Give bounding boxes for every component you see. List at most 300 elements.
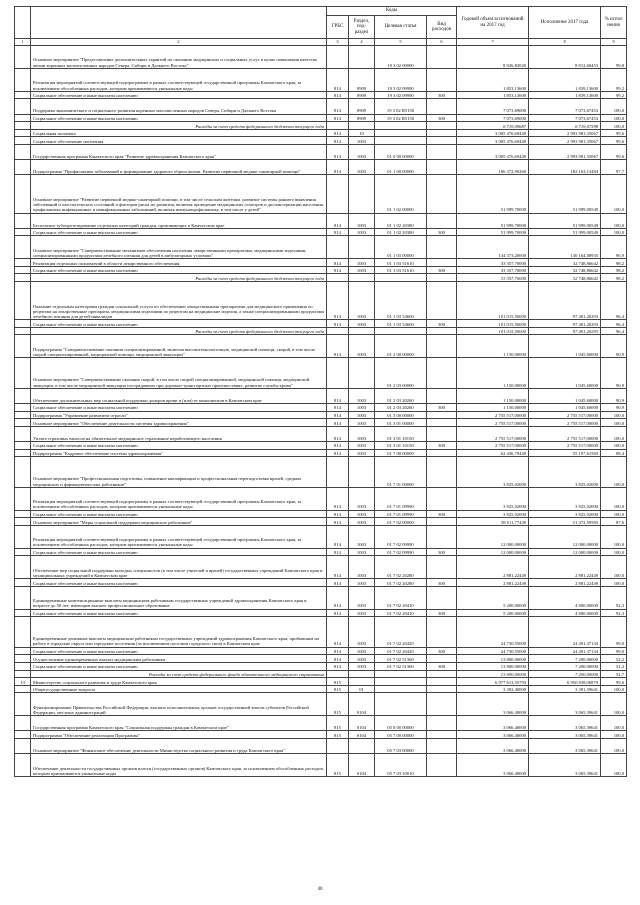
col-num: 8 [529, 39, 601, 46]
row-section: 1003 [349, 655, 375, 663]
row-number: 13 [15, 678, 31, 686]
row-grbs [327, 739, 349, 754]
row-execution: 7 200,00000 [529, 662, 601, 670]
row-name: Расходы за счет средств федерального фонда обязательного медицинского страхования [31, 670, 327, 678]
row-section: 0104 [349, 731, 375, 739]
row-number [15, 388, 31, 403]
row-number [15, 739, 31, 754]
row-number [15, 647, 31, 655]
row-grbs: 815 [327, 754, 349, 777]
row-section: 10 [349, 129, 375, 137]
row-name: Государственная программа Камчатского края "Развитие здравоохранения Камчатского края" [31, 145, 327, 160]
table-row [15, 670, 627, 678]
row-section: 1003 [349, 510, 375, 518]
row-name: Оказание отдельным категориям граждан социальной услуги по обеспечению лекарственными препаратами для медицинского применения по рецептам на лекарственные препараты, медицинскими изделиями по рецептам на медицинские изделия, а также специализированными продуктами лечебного питания для детей-инвалидов [31, 282, 327, 320]
row-annual-plan: 101 015,50000 [457, 320, 529, 328]
row-target-article [375, 685, 427, 693]
row-grbs: 814 [327, 91, 349, 99]
row-grbs [327, 274, 349, 282]
row-percent: 100,0 [601, 693, 627, 716]
row-number [15, 655, 31, 663]
row-number [15, 160, 31, 175]
row-section [349, 457, 375, 487]
row-section: 1003 [349, 556, 375, 579]
row-execution: 24 491,37134 [529, 617, 601, 647]
row-section: 1003 [349, 617, 375, 647]
table-row [15, 99, 627, 114]
row-expense-type [427, 145, 457, 160]
budget-execution-table [14, 6, 627, 777]
table-row [15, 442, 627, 450]
row-percent: 99,6 [601, 145, 627, 160]
row-percent: 52,7 [601, 670, 627, 678]
row-target-article: 01 7 02 09990 [375, 525, 427, 548]
row-target-article: 01 7 02 20420 [375, 647, 427, 655]
row-execution: 32 748,86642 [529, 266, 601, 274]
row-annual-plan: 12 000,00000 [457, 548, 529, 556]
row-name: Осуществление единовременных выплат медицинским работникам [31, 655, 327, 663]
row-expense-type: 300 [427, 609, 457, 617]
row-grbs: 814 [327, 266, 349, 274]
row-percent: 98,2 [601, 259, 627, 267]
row-number [15, 754, 31, 777]
row-execution: 2 993 981,35067 [529, 145, 601, 160]
table-row [15, 388, 627, 403]
row-annual-plan: 3 066,40000 [457, 693, 529, 716]
row-expense-type: 300 [427, 442, 457, 450]
row-expense-type [427, 525, 457, 548]
row-target-article: 01 3 01 10150 [375, 426, 427, 441]
row-percent: 100,0 [601, 548, 627, 556]
table-row [15, 693, 627, 716]
row-grbs [327, 457, 349, 487]
row-execution: 7 073,67453 [529, 99, 601, 114]
row-expense-type [427, 160, 457, 175]
row-target-article: 01 2 00 00000 [375, 335, 427, 358]
row-section: 0104 [349, 716, 375, 731]
row-grbs: 815 [327, 678, 349, 686]
row-grbs: 814 [327, 335, 349, 358]
row-target-article: 01 3 00 00000 [375, 411, 427, 419]
row-number [15, 228, 31, 236]
row-percent: 87,6 [601, 518, 627, 526]
row-section [349, 274, 375, 282]
row-grbs [327, 175, 349, 213]
row-section: 0909 [349, 99, 375, 114]
row-name: Реализация мероприятий соответствующей подпрограммы в рамках соответствующей государственной программы Камчатского края, за исключением обособленных расходов, которым присваиваются уникальные коды [31, 525, 327, 548]
row-grbs: 814 [327, 228, 349, 236]
row-target-article: 01 7 02 20280 [375, 579, 427, 587]
row-annual-plan: 3 066,40000 [457, 731, 529, 739]
row-grbs [327, 358, 349, 388]
row-number [15, 670, 31, 678]
table-row [15, 754, 627, 777]
row-name: Бесплатное зубопротезирование отдельных категорий граждан, проживающих в Камчатском крае [31, 213, 327, 228]
row-target-article [375, 327, 427, 335]
row-percent: 100,0 [601, 175, 627, 213]
row-execution: 3 065,39641 [529, 731, 601, 739]
row-expense-type [427, 175, 457, 213]
row-expense-type [427, 419, 457, 427]
row-section: 1003 [349, 579, 375, 587]
row-name: Обеспечение дополнительных мер социальной поддержки доноров крови и (или) ее компонентов в Камчатском крае [31, 388, 327, 403]
row-percent: 100,0 [601, 510, 627, 518]
row-annual-plan: 1 853,13600 [457, 91, 529, 99]
row-grbs: 814 [327, 556, 349, 579]
row-target-article: 01 1 00 00000 [375, 160, 427, 175]
row-number [15, 91, 31, 99]
table-body [15, 46, 627, 777]
row-name: Поддержка экономического и социального развития коренных малочисленных народов Севера, Сибири и Дальнего Востока [31, 99, 327, 114]
row-section: 1003 [349, 213, 375, 228]
row-target-article: 01 1 02 00000 [375, 175, 427, 213]
row-grbs: 814 [327, 647, 349, 655]
row-target-article [375, 678, 427, 686]
row-percent: 99,6 [601, 678, 627, 686]
row-grbs: 814 [327, 579, 349, 587]
row-section: 1003 [349, 609, 375, 617]
row-execution: 51 999,00549 [529, 175, 601, 213]
row-execution: 97 401,20293 [529, 320, 601, 328]
row-grbs: 815 [327, 685, 349, 693]
table-row [15, 510, 627, 518]
header-grbs: ГРБС [327, 16, 349, 39]
row-percent: 90,9 [601, 335, 627, 358]
table-row [15, 228, 627, 236]
row-grbs: 814 [327, 426, 349, 441]
row-section: 1003 [349, 137, 375, 145]
row-execution: 2 755 517,00000 [529, 442, 601, 450]
col-num: 4 [349, 39, 375, 46]
row-annual-plan: 2 755 517,00000 [457, 411, 529, 419]
table-row [15, 327, 627, 335]
row-annual-plan: 2 881,22449 [457, 556, 529, 579]
row-target-article: 01 2 03 20260 [375, 403, 427, 411]
row-grbs: 814 [327, 487, 349, 510]
row-execution: 3 825,02000 [529, 457, 601, 487]
row-name: Подпрограмма "Обеспечение реализации Программы" [31, 731, 327, 739]
table-row [15, 609, 627, 617]
row-grbs: 814 [327, 213, 349, 228]
row-execution: 182 163,13484 [529, 160, 601, 175]
row-number [15, 129, 31, 137]
row-number [15, 274, 31, 282]
row-percent: 90,9 [601, 403, 627, 411]
row-percent: 99,0 [601, 617, 627, 647]
row-number [15, 731, 31, 739]
table-row [15, 236, 627, 259]
row-number [15, 617, 31, 647]
table-row [15, 556, 627, 579]
row-name: Основное мероприятие "Развитие первичной медико-санитарной помощи, в том числе сельским жителям. развитие системы раннего выявления заболеваний и патологических состояний и факторов риска их развития, включая проведение медицинских осмотров и диспансеризации населения, профилактика инфекционных и неинфекционных заболеваний, включая иммунопрофилактику, в том числе у детей" [31, 175, 327, 213]
row-annual-plan: 51 999,70000 [457, 175, 529, 213]
table-row [15, 548, 627, 556]
row-target-article: 05 7 00 00000 [375, 731, 427, 739]
table-row [15, 160, 627, 175]
row-expense-type [427, 282, 457, 320]
row-section [349, 122, 375, 130]
row-grbs: 814 [327, 282, 349, 320]
row-expense-type [427, 670, 457, 678]
row-section: 01 [349, 685, 375, 693]
row-execution: 2 881,22449 [529, 579, 601, 587]
row-percent: 52,2 [601, 662, 627, 670]
row-annual-plan: 33 357,70000 [457, 266, 529, 274]
row-execution: 97 401,20293 [529, 327, 601, 335]
row-annual-plan: 3 825,02000 [457, 510, 529, 518]
row-number [15, 487, 31, 510]
row-percent: 100,0 [601, 114, 627, 122]
row-annual-plan: 8 926,82020 [457, 46, 529, 69]
row-execution: 2 993 981,35067 [529, 129, 601, 137]
row-number [15, 442, 31, 450]
row-name: Социальное обеспечение населения [31, 137, 327, 145]
row-percent: 90,9 [601, 388, 627, 403]
row-section: 1003 [349, 487, 375, 510]
row-grbs: 814 [327, 68, 349, 91]
row-grbs: 814 [327, 655, 349, 663]
row-target-article: 01 2 03 00000 [375, 358, 427, 388]
row-expense-type [427, 68, 457, 91]
row-name: Социальное обеспечение и иные выплаты населению [31, 647, 327, 655]
row-execution: 2 993 981,35067 [529, 137, 601, 145]
row-name: Основное мероприятие "Меры социальной поддержки медицинских работников" [31, 518, 327, 526]
row-execution: 3 065,39641 [529, 716, 601, 731]
row-number [15, 320, 31, 328]
row-annual-plan: 101 015,50000 [457, 282, 529, 320]
row-annual-plan: 3 066,40000 [457, 716, 529, 731]
row-section: 1003 [349, 282, 375, 320]
row-section: 1003 [349, 320, 375, 328]
row-number [15, 236, 31, 259]
row-annual-plan: 2 755 517,00000 [457, 442, 529, 450]
row-target-article: 01 1 03 51610 [375, 259, 427, 267]
row-expense-type [427, 129, 457, 137]
row-name: Социальное обеспечение и иные выплаты населению [31, 91, 327, 99]
row-grbs: 814 [327, 510, 349, 518]
table-row [15, 525, 627, 548]
row-expense-type: 300 [427, 228, 457, 236]
row-number [15, 685, 31, 693]
row-percent: 88,4 [601, 449, 627, 457]
row-grbs: 814 [327, 662, 349, 670]
row-number [15, 548, 31, 556]
row-grbs: 815 [327, 693, 349, 716]
row-expense-type [427, 556, 457, 579]
row-annual-plan: 1 150,00000 [457, 335, 529, 358]
row-percent: 100,0 [601, 739, 627, 754]
header-annual-plan: Годовой объем ассигнований на 2017 год [457, 7, 529, 39]
row-annual-plan: 58 611,77449 [457, 518, 529, 526]
row-grbs: 814 [327, 518, 349, 526]
row-section: 1003 [349, 419, 375, 427]
row-number [15, 122, 31, 130]
row-name: Социальное обеспечение и иные выплаты населению [31, 662, 327, 670]
row-number [15, 259, 31, 267]
row-annual-plan: 1 853,13600 [457, 68, 529, 91]
row-target-article: 19 3 02 R5150 [375, 99, 427, 114]
row-name: Социальное обеспечение и иные выплаты населению [31, 442, 327, 450]
row-grbs: 814 [327, 525, 349, 548]
row-expense-type [427, 487, 457, 510]
row-grbs: 814 [327, 320, 349, 328]
row-annual-plan: 5 200,00000 [457, 586, 529, 609]
row-section: 1003 [349, 411, 375, 419]
row-target-article: 19 3 02 09990 [375, 91, 427, 99]
row-target-article: 01 2 03 20260 [375, 388, 427, 403]
col-num: 5 [375, 39, 427, 46]
row-expense-type: 300 [427, 647, 457, 655]
row-expense-type: 300 [427, 114, 457, 122]
row-target-article: 01 1 02 20380 [375, 228, 427, 236]
row-annual-plan: 1 150,00000 [457, 358, 529, 388]
row-grbs: 814 [327, 419, 349, 427]
row-target-article [375, 693, 427, 716]
row-annual-plan: 51 999,70000 [457, 213, 529, 228]
row-annual-plan: 3 005 476,69449 [457, 129, 529, 137]
row-percent: 100,0 [601, 579, 627, 587]
row-name: Социальное обеспечение и иные выплаты населению [31, 114, 327, 122]
table-row [15, 274, 627, 282]
row-section [349, 670, 375, 678]
row-number [15, 609, 31, 617]
row-expense-type [427, 46, 457, 69]
col-num: 7 [457, 39, 529, 46]
row-number [15, 556, 31, 579]
row-percent: 100,0 [601, 487, 627, 510]
row-percent: 96,4 [601, 282, 627, 320]
table-row [15, 175, 627, 213]
row-grbs: 814 [327, 145, 349, 160]
row-target-article: 01 1 02 20380 [375, 213, 427, 228]
row-annual-plan: 6 719,09687 [457, 122, 529, 130]
table-row [15, 662, 627, 670]
row-annual-plan: 134 373,20000 [457, 236, 529, 259]
row-percent: 100,0 [601, 419, 627, 427]
row-expense-type [427, 274, 457, 282]
header-column-numbers [15, 39, 627, 46]
row-name: Основное мероприятие "Финансовое обеспечение деятельности Министерства социального развития и труда Камчатского края" [31, 739, 327, 754]
row-grbs: 814 [327, 99, 349, 114]
row-target-article: 01 7 01 09990 [375, 510, 427, 518]
table-row [15, 647, 627, 655]
row-section: 1003 [349, 548, 375, 556]
table-row [15, 739, 627, 754]
row-target-article: 01 0 00 00000 [375, 145, 427, 160]
row-section: 1003 [349, 259, 375, 267]
table-row [15, 426, 627, 441]
table-row [15, 579, 627, 587]
row-grbs: 814 [327, 586, 349, 609]
row-expense-type: 300 [427, 266, 457, 274]
row-grbs: 814 [327, 411, 349, 419]
table-row [15, 266, 627, 274]
row-annual-plan: 7 073,69000 [457, 99, 529, 114]
row-annual-plan: 3 392,40000 [457, 685, 529, 693]
row-percent: 92,3 [601, 609, 627, 617]
row-annual-plan: 2 755 517,00000 [457, 426, 529, 441]
table-row [15, 145, 627, 160]
row-execution: 32 748,86642 [529, 259, 601, 267]
row-percent: 100,0 [601, 457, 627, 487]
row-grbs: 814 [327, 609, 349, 617]
row-section: 0909 [349, 114, 375, 122]
row-target-article: 01 7 02 09990 [375, 548, 427, 556]
table-row [15, 518, 627, 526]
row-expense-type: 300 [427, 91, 457, 99]
row-section: 0909 [349, 68, 375, 91]
row-name: Социальное обеспечение и иные выплаты населению [31, 510, 327, 518]
row-section: 1003 [349, 335, 375, 358]
row-expense-type [427, 586, 457, 609]
row-execution: 12 000,00000 [529, 548, 601, 556]
row-number [15, 693, 31, 716]
row-name: Функционирование Правительства Российской Федерации, высших исполнительных органов государственной власти субъектов Российской Федерации, местных администраций [31, 693, 327, 716]
row-target-article: 01 7 02 00000 [375, 518, 427, 526]
row-percent: 99,8 [601, 46, 627, 69]
row-percent: 99,0 [601, 647, 627, 655]
row-target-article: 01 3 01 10150 [375, 442, 427, 450]
header-number [15, 7, 31, 39]
page-number: 40 [317, 887, 323, 892]
row-execution: 1 045,60000 [529, 388, 601, 403]
row-target-article: 01 7 02 51360 [375, 662, 427, 670]
row-percent: 92,3 [601, 586, 627, 609]
row-target-article: 01 7 01 00000 [375, 457, 427, 487]
row-target-article: 05 7 03 10010 [375, 754, 427, 777]
row-grbs [327, 327, 349, 335]
row-section: 1003 [349, 449, 375, 457]
table-row [15, 685, 627, 693]
row-name: Социальное обеспечение и иные выплаты населению [31, 579, 327, 587]
table-row [15, 122, 627, 130]
table-row [15, 678, 627, 686]
row-expense-type [427, 358, 457, 388]
row-section: 1003 [349, 662, 375, 670]
row-execution: 7 200,00000 [529, 655, 601, 663]
row-execution: 8 912,60453 [529, 46, 601, 69]
row-number [15, 586, 31, 609]
row-expense-type: 300 [427, 510, 457, 518]
header-target-article: Целевая статья [375, 16, 427, 39]
row-expense-type: 300 [427, 662, 457, 670]
row-name: Основное мероприятие "Предоставление дополнительных гарантий по оказанию медицинских и социальных услуг в целях повышения качества жизни коренных малочисленных народов Севера, Сибири и Дальнего Востока" [31, 46, 327, 69]
col-num: 9 [601, 39, 627, 46]
row-percent: 52,2 [601, 655, 627, 663]
row-name: Министерство социального развития и труда Камчатского края [31, 678, 327, 686]
row-expense-type [427, 754, 457, 777]
row-target-article [375, 122, 427, 130]
row-section: 1003 [349, 228, 375, 236]
row-number [15, 579, 31, 587]
row-expense-type [427, 731, 457, 739]
row-name: Социальная политика [31, 129, 327, 137]
row-section: 1003 [349, 266, 375, 274]
row-target-article: 19 3 02 09990 [375, 68, 427, 91]
row-expense-type: 300 [427, 403, 457, 411]
row-percent: 100,0 [601, 442, 627, 450]
row-annual-plan: 5 200,00000 [457, 609, 529, 617]
row-number [15, 716, 31, 731]
row-number [15, 114, 31, 122]
row-target-article: 01 1 03 54600 [375, 320, 427, 328]
row-expense-type [427, 617, 457, 647]
row-number [15, 426, 31, 441]
row-name: Подпрограмма "Кадровое обеспечение системы здравоохранения" [31, 449, 327, 457]
row-grbs: 814 [327, 548, 349, 556]
row-number [15, 46, 31, 69]
row-percent: 100,0 [601, 556, 627, 579]
